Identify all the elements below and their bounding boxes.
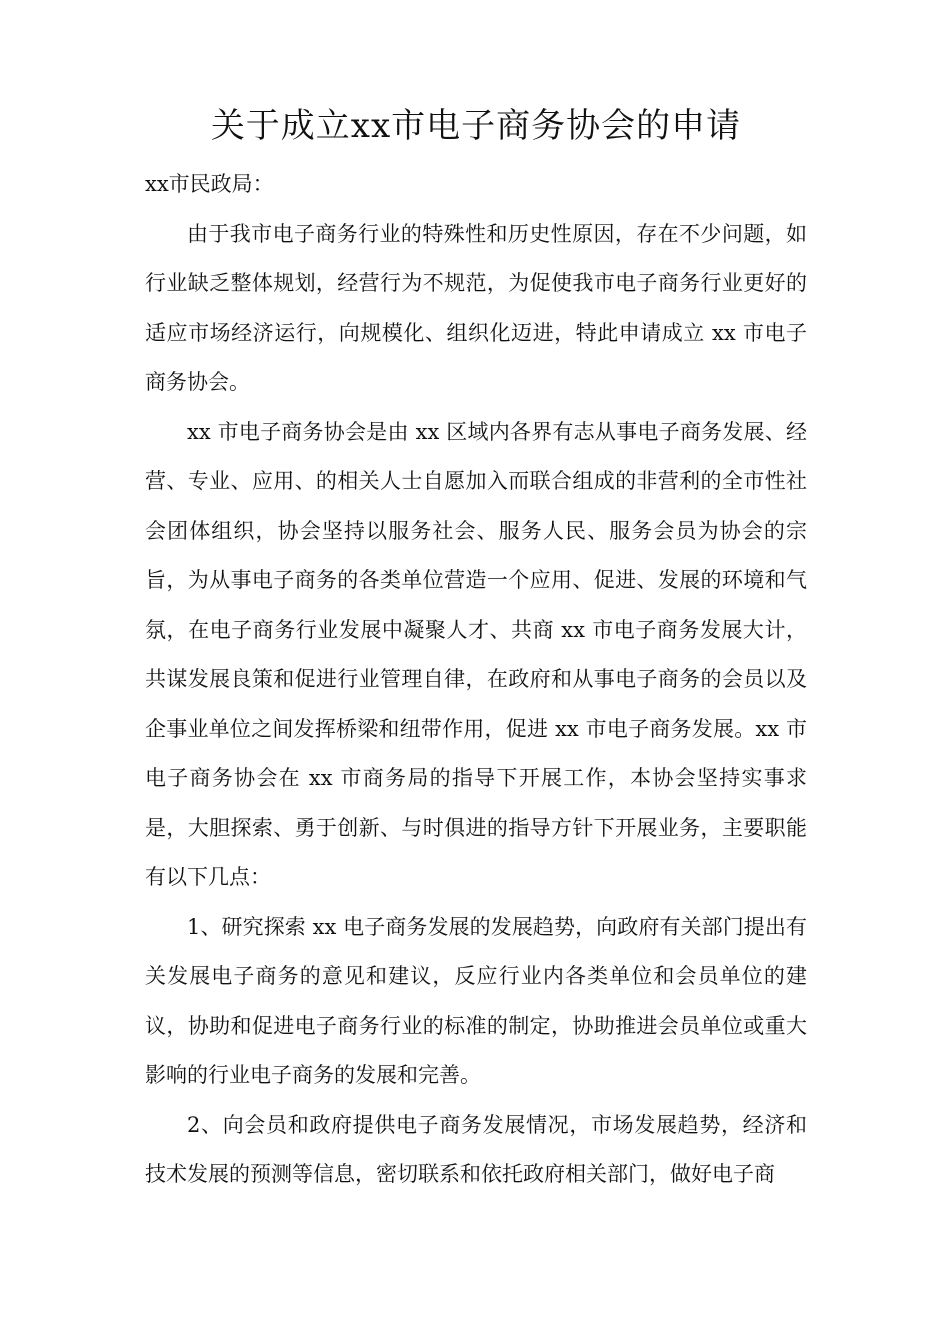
paragraph-intro: 由于我市电子商务行业的特殊性和历史性原因，存在不少问题，如行业缺乏整体规划，经营行为不规范，为促使我市电子商务行业更好的适应市场经济运行，向规模化、组织化迈进，特此申请成立 xx 市电子商务协会。 — [145, 221, 807, 394]
paragraph-item-1: 1、研究探索 xx 电子商务发展的发展趋势，向政府有关部门提出有关发展电子商务的意见和建议，反应行业内各类单位和会员单位的建议，协助和促进电子商务行业的标准的制定，协助推进会员单位或重大影响的行业电子商务的发展和完善。 — [145, 914, 807, 1087]
salutation: xx市民政局： — [145, 172, 274, 196]
paragraph-item-2: 2、向会员和政府提供电子商务发展情况，市场发展趋势，经济和技术发展的预测等信息，密切联系和依托政府相关部门，做好电子商 — [145, 1112, 807, 1186]
document-title: 关于成立xx市电子商务协会的申请 — [210, 106, 742, 146]
document-body — [145, 160, 807, 1200]
paragraph-description: xx 市电子商务协会是由 xx 区域内各界有志从事电子商务发展、经营、专业、应用、的相关人士自愿加入而联合组成的非营利的全市性社会团体组织，协会坚持以服务社会、服务人民、服务会员为协会的宗旨，为从事电子商务的各类单位营造一个应用、促进、发展的环境和气氛，在电子商务行业发展中凝聚人才、共商 xx 市电子商务发展大计，共谋发展良策和促进行业管理自律，在政府和从事电子商务的会员以及企事业单位之间发挥桥梁和纽带作用，促进 xx 市电子商务发展。xx 市电子商务协会在 xx 市商务局的指导下开展工作，本协会坚持实事求是，大胆探索、勇于创新、与时俱进的指导方针下开展业务，主要职能有以下几点： — [145, 419, 807, 889]
